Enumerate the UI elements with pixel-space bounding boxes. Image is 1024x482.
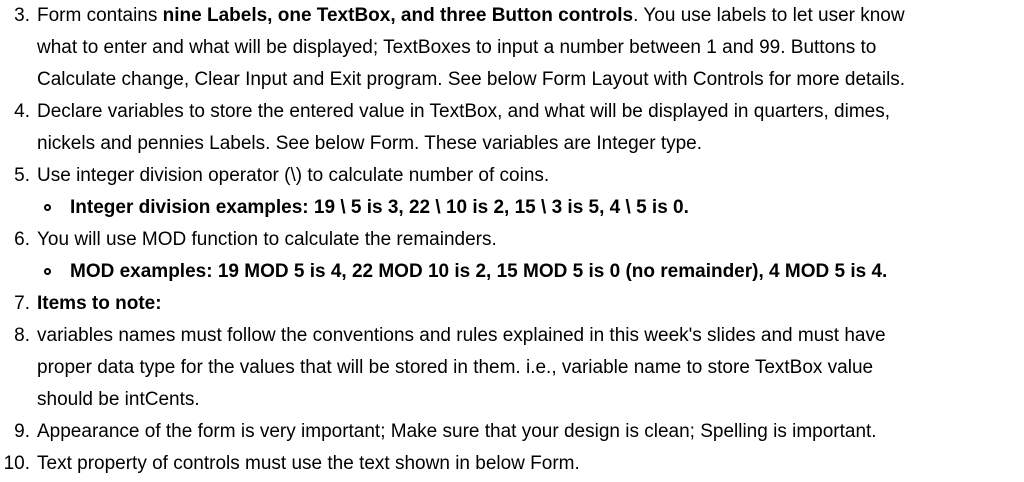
item-text (37, 0, 905, 32)
item-number: 9. (14, 421, 30, 442)
item-text: what to enter and what will be displayed; TextBoxes to input a number between 1 and 99. Buttons to (37, 37, 877, 58)
item-text: nickels and pennies Labels. See below Form. These variables are Integer type. (37, 133, 703, 154)
item-number: 7. (14, 293, 30, 314)
item-text: You will use MOD function to calculate the remainders. (37, 229, 497, 250)
item-text: Calculate change, Clear Input and Exit program. See below Form Layout with Controls for more details. (37, 69, 906, 90)
item-text: Appearance of the form is very important; Make sure that your design is clean; Spelling is important. (37, 421, 877, 442)
item-number: 4. (14, 101, 30, 122)
item-text-segment: Form contains (37, 5, 163, 26)
circle-bullet-icon (44, 268, 51, 275)
sub-item-text: MOD examples: 19 MOD 5 is 4, 22 MOD 10 is 2, 15 MOD 5 is 0 (no remainder), 4 MOD 5 is 4. (70, 261, 888, 282)
item-text: Declare variables to store the entered value in TextBox, and what will be displayed in quarters, dimes, (37, 101, 890, 122)
item-text: should be intCents. (37, 389, 200, 410)
item-text: proper data type for the values that will be stored in them. i.e., variable name to store TextBox value (37, 357, 874, 378)
item-text: variables names must follow the conventions and rules explained in this week's slides and must have (37, 325, 886, 346)
item-number: 10. (3, 453, 30, 474)
item-text-bold: Items to note: (37, 293, 162, 314)
item-text-bold: nine Labels, one TextBox, and three Button controls (162, 5, 634, 26)
item-text: Use integer division operator (\) to calculate number of coins. (37, 165, 550, 186)
item-number: 6. (14, 229, 30, 250)
item-number: 5. (14, 165, 30, 186)
item-text: Text property of controls must use the text shown in below Form. (37, 453, 580, 474)
item-number: 8. (14, 325, 30, 346)
sub-item-text: Integer division examples: 19 \ 5 is 3, 22 \ 10 is 2, 15 \ 3 is 5, 4 \ 5 is 0. (70, 197, 689, 218)
item-number: 3. (14, 5, 30, 26)
circle-bullet-icon (44, 204, 51, 211)
item-text-segment: . You use labels to let user know (633, 5, 905, 26)
